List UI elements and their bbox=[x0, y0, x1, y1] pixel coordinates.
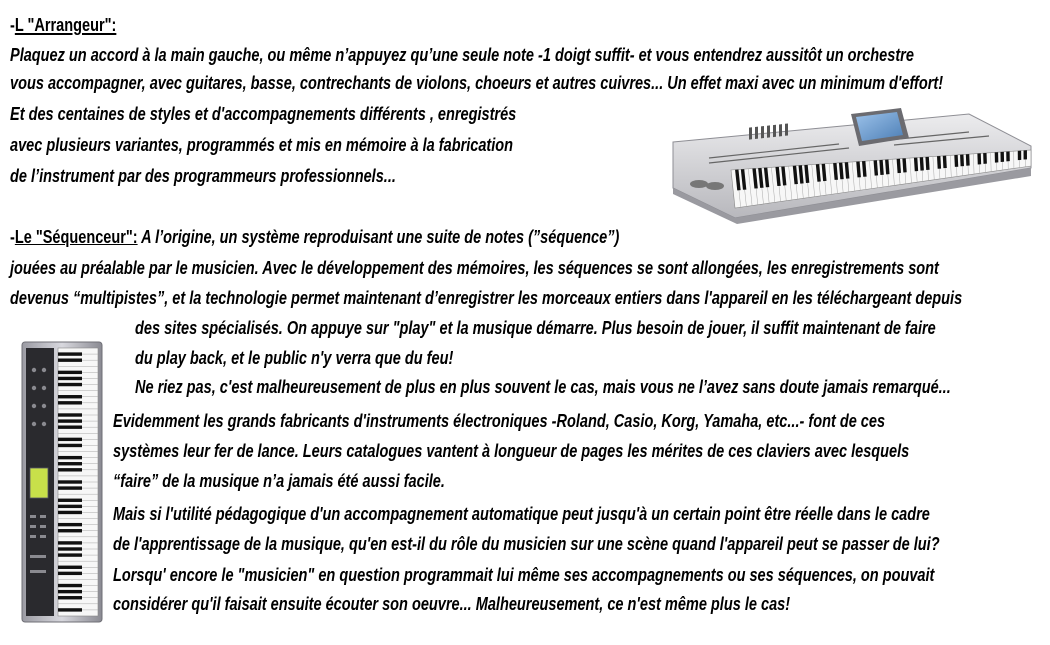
sequencer-line-2: devenus “multipistes”, et la technologie permet maintenant d’enregistrer les morceaux entiers dans l'appareil en les téléchargeant depuis bbox=[10, 287, 963, 308]
closing-line-4: Mais si l'utilité pédagogique d'un accompagnement automatique peut jusqu'à un certain point être réelle dans le cadre bbox=[113, 503, 930, 524]
sequencer-heading-title: Le "Séquenceur": bbox=[14, 226, 138, 247]
workstation-keyboard-image bbox=[20, 340, 104, 624]
sequencer-line-4: du play back, et le public n'y verra que du feu! bbox=[135, 347, 454, 368]
arranger-heading bbox=[10, 13, 116, 37]
arranger-line-5: de l’instrument par des programmeurs professionnels... bbox=[10, 165, 396, 186]
sequencer-heading-line bbox=[10, 225, 619, 249]
closing-line-5: de l'apprentissage de la musique, qu'en est-il du rôle du musicien sur une scène quand l'appareil peut se passer de lui? bbox=[113, 533, 940, 554]
sequencer-heading-rest: A l’origine, un système reproduisant une suite de notes (”séquence”) bbox=[137, 226, 620, 247]
closing-line-3: “faire” de la musique n’a jamais été aussi facile. bbox=[113, 470, 445, 491]
arranger-line-3: Et des centaines de styles et d'accompagnements différents , enregistrés bbox=[10, 103, 517, 124]
arranger-heading-title: L "Arrangeur": bbox=[14, 14, 117, 35]
arranger-heading-prefix: - bbox=[10, 14, 15, 35]
sequencer-line-3: des sites spécialisés. On appuye sur "play" et la musique démarre. Plus besoin de jouer, il suffit maintenant de faire bbox=[135, 317, 936, 338]
closing-line-2: systèmes leur fer de lance. Leurs catalogues vantent à longueur de pages les mérites de ces claviers avec lesquels bbox=[113, 440, 910, 461]
arranger-line-2: vous accompagner, avec guitares, basse, contrechants de violons, choeurs et autres cuivres... Un effet maxi avec un minimum d'effort! bbox=[10, 72, 944, 93]
closing-line-7: considérer qu'il faisait ensuite écouter son oeuvre... Malheureusement, ce n'est même plus le cas! bbox=[113, 593, 791, 614]
arranger-keyboard-image bbox=[669, 106, 1037, 224]
closing-line-1: Evidemment les grands fabricants d'instruments électroniques -Roland, Casio, Korg, Yamaha, etc...- font de ces bbox=[113, 410, 886, 431]
arranger-line-1: Plaquez un accord à la main gauche, ou même n’appuyez qu’une seule note -1 doigt suffit- et vous entendrez aussitôt un orchestre bbox=[10, 44, 914, 65]
sequencer-line-1: jouées au préalable par le musicien. Avec le développement des mémoires, les séquences se sont allongées, les enregistrements sont bbox=[10, 257, 939, 278]
sequencer-heading-prefix: - bbox=[10, 226, 15, 247]
sequencer-line-5: Ne riez pas, c'est malheureusement de plus en plus souvent le cas, mais vous ne l’avez sans doute jamais remarqué... bbox=[135, 376, 951, 397]
arranger-line-4: avec plusieurs variantes, programmés et mis en mémoire à la fabrication bbox=[10, 134, 514, 155]
closing-line-6: Lorsqu' encore le "musicien" en question programmait lui même ses accompagnements ou ses séquences, on pouvait bbox=[113, 564, 935, 585]
